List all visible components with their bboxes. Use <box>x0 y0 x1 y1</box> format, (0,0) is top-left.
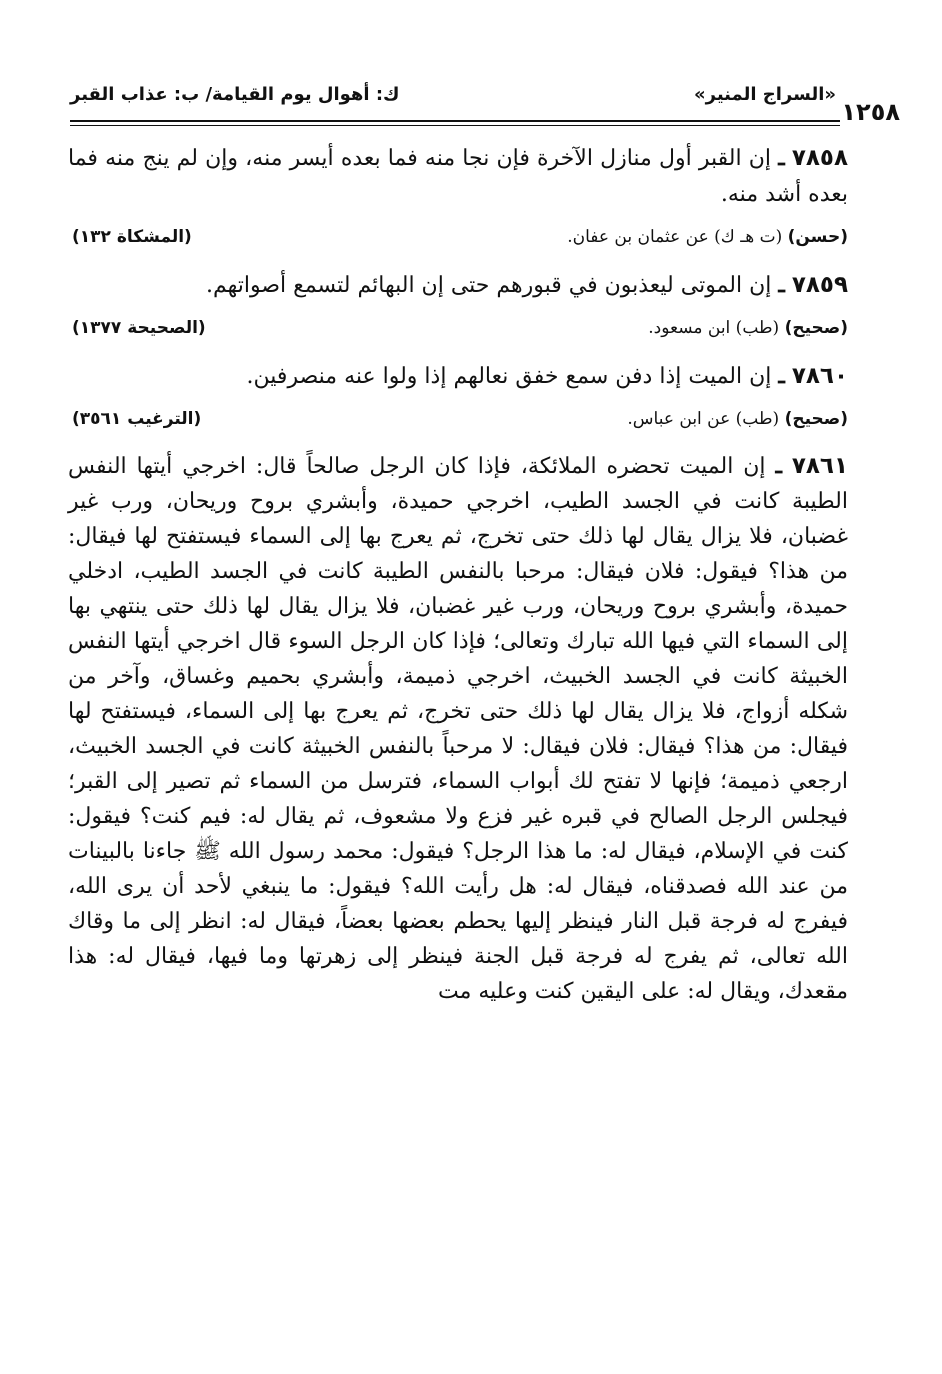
separator: ـ <box>778 272 785 298</box>
hadith-grade: (صحيح) <box>784 318 848 338</box>
running-header <box>70 84 840 114</box>
hadith-reference: (المشكاة ١٣٢) <box>72 227 192 247</box>
hadith-number: ٧٨٦٠ <box>791 363 848 389</box>
header-rule-thin <box>70 125 840 126</box>
hadith-text: إن الميت إذا دفن سمع خفق نعالهم إذا ولوا عنه منصرفين. <box>246 364 772 389</box>
hadith-number: ٧٨٥٨ <box>791 145 848 171</box>
hadith-source <box>68 314 848 344</box>
hadith-number: ٧٨٥٩ <box>791 272 848 298</box>
hadith-text: إن الميت تحضره الملائكة، فإذا كان الرجل صالحاً قال: اخرجي أيتها النفس الطيبة كانت في الجسد الطيب، اخرجي حميدة، وأبشري بروح وريحان، ورب غير غضبان، فلا يزال يقال لها ذلك حتى تخرج، ثم يعرج بها إلى السماء فيستفتح لها فيقال: من هذا؟ فيقول: فلان فيقال: مرحبا بالنفس الطيبة كانت في الجسد الطيب، ادخلي حميدة، وأبشري بروح وريحان، ورب غير غضبان، فلا يزال يقال لها ذلك حتى ينتهي بها إلى السماء التي فيها الله تبارك وتعالى؛ فإذا كان الرجل السوء قال اخرجي أيتها النفس الخبيثة كانت في الجسد الخبيث، اخرجي ذميمة، وأبشري بحميم وغساق، وآخر من شكله أزواج، فلا يزال يقال لها ذلك حتى تخرج، ثم يعرج بها إلى السماء، فيستفتح لها فيقال: من هذا؟ فيقال: فلان فيقال: لا مرحباً بالنفس الخبيثة كانت في الجسد الخبيث، ارجعي ذميمة؛ فإنها لا تفتح لك أبواب السماء، فترسل من السماء ثم تصير إلى القبر؛ فيجلس الرجل الصالح في قبره غير فزع ولا مشعوف، ثم يقال له: فيم كنت؟ فيقول: كنت في الإسلام، فيقال له: ما هذا الرجل؟ فيقول: محمد رسول الله ﷺ جاءنا بالبينات من عند الله فصدقناه، فيقال له: هل رأيت الله؟ فيقول: ما ينبغي لأحد أن يرى الله، فيفرج له فرجة قبل النار فينظر إليها يحطم بعضها بعضاً، فيقال له: انظر إلى ما وقاك الله تعالى، ثم يفرج له فرجة قبل الجنة فينظر إلى زهرتها وما فيها، فيقال له: هذا مقعدك، ويقال له: على اليقين كنت وعليه مت <box>68 454 848 1004</box>
hadith-narrator: (طب) عن ابن عباس. <box>627 409 780 429</box>
hadith-text: إن الموتى ليعذبون في قبورهم حتى إن البهائم لتسمع أصواتهم. <box>205 273 772 298</box>
hadith-source <box>68 405 848 435</box>
page-content <box>68 140 848 1009</box>
page-number: ١٢٥٨ <box>841 98 900 126</box>
hadith-narrator: (طب) ابن مسعود. <box>648 318 780 338</box>
hadith-grade: (صحيح) <box>784 409 848 429</box>
hadith-narrator: (ت هـ ك) عن عثمان بن عفان. <box>567 227 783 247</box>
hadith-grade: (حسن) <box>787 227 848 247</box>
hadith-7860 <box>68 358 848 395</box>
hadith-number: ٧٨٦١ <box>791 453 849 479</box>
hadith-7858 <box>68 140 848 213</box>
hadith-7861 <box>68 449 848 1009</box>
separator: ـ <box>778 363 785 389</box>
hadith-source <box>68 223 848 253</box>
book-title: «السراج المنير» <box>694 84 836 105</box>
separator: ـ <box>775 453 782 479</box>
header-rule <box>70 120 840 122</box>
hadith-reference: (الصحيحة ١٣٧٧) <box>72 318 206 338</box>
hadith-7859 <box>68 267 848 304</box>
hadith-text: إن القبر أول منازل الآخرة فإن نجا منه فما بعده أيسر منه، وإن لم ينج منه فما بعده أشد منه. <box>68 146 848 207</box>
separator: ـ <box>778 145 785 171</box>
chapter-title: ك: أهوال يوم القيامة/ ب: عذاب القبر <box>70 84 400 105</box>
hadith-reference: (الترغيب ٣٥٦١) <box>72 409 202 429</box>
